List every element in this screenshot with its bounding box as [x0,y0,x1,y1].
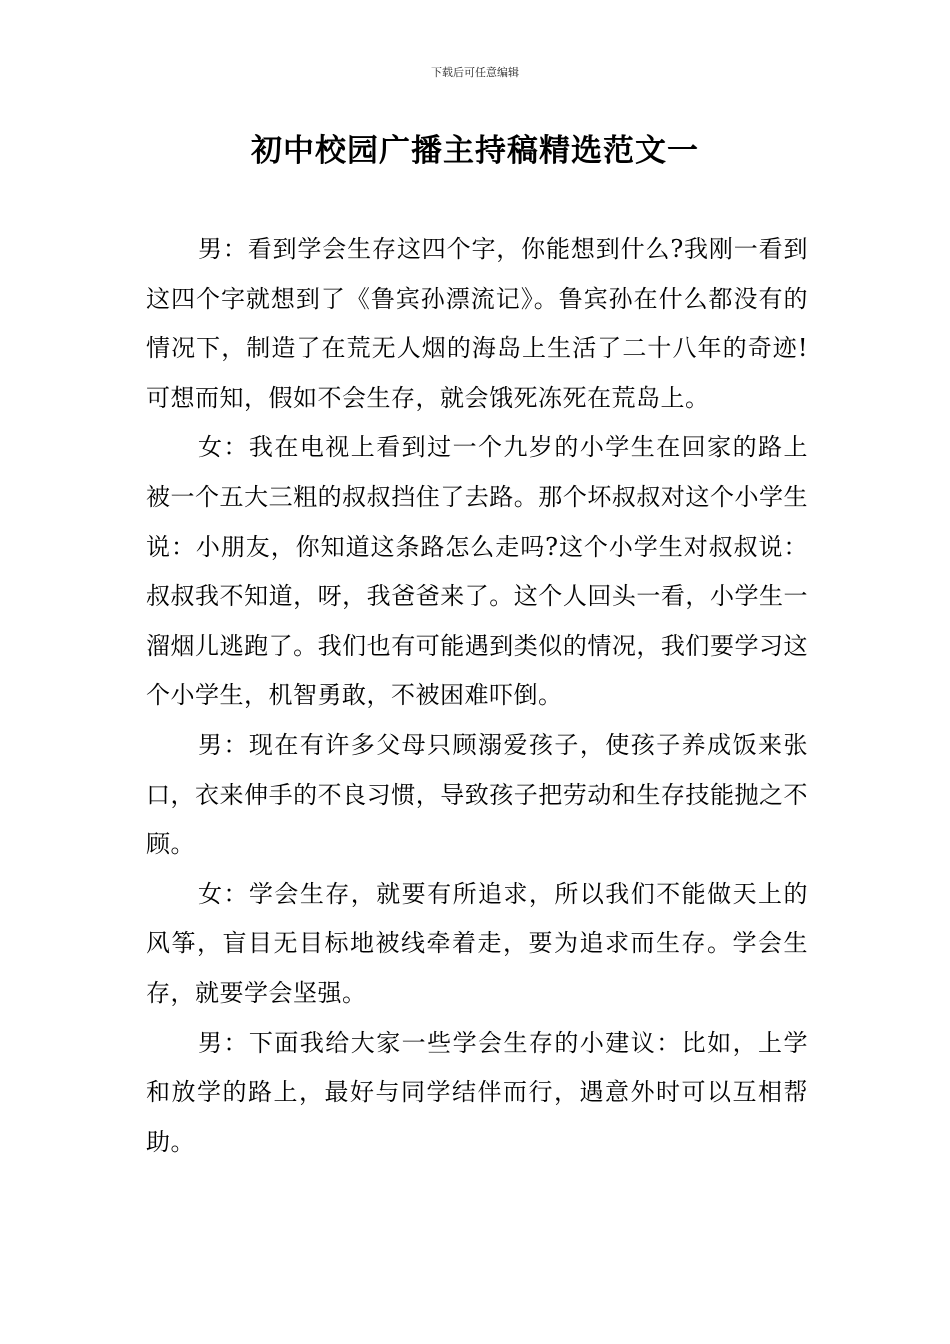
page-title: 初中校园广播主持稿精选范文一 [251,133,699,169]
paragraph-2: 女：我在电视上看到过一个九岁的小学生在回家的路上被一个五大三粗的叔叔挡住了去路。那个坏叔叔对这个小学生说：小朋友，你知道这条路怎么走吗?这个小学生对叔叔说：叔叔我不知道，呀，我爸爸来了。这个人回头一看，小学生一溜烟儿逃跑了。我们也有可能遇到类似的情况，我们要学习这个小学生，机智勇敢，不被困难吓倒。 [146,433,808,710]
paragraph-5: 男：下面我给大家一些学会生存的小建议：比如，上学和放学的路上，最好与同学结伴而行，遇意外时可以互相帮助。 [146,1028,808,1156]
paragraph-4: 女：学会生存，就要有所追求，所以我们不能做天上的风筝，盲目无目标地被线牵着走，要为追求而生存。学会生存，就要学会坚强。 [146,879,808,1007]
document-body [146,225,808,1167]
header-note: 下载后可任意编辑 [431,66,519,79]
paragraph-1: 男：看到学会生存这四个字，你能想到什么?我刚一看到这四个字就想到了《鲁宾孙漂流记》。鲁宾孙在什么都没有的情况下，制造了在荒无人烟的海岛上生活了二十八年的奇迹!可想而知，假如不会生存，就会饿死冻死在荒岛上。 [146,235,808,412]
paragraph-3: 男：现在有许多父母只顾溺爱孩子，使孩子养成饭来张口，衣来伸手的不良习惯，导致孩子把劳动和生存技能抛之不顾。 [146,730,808,859]
